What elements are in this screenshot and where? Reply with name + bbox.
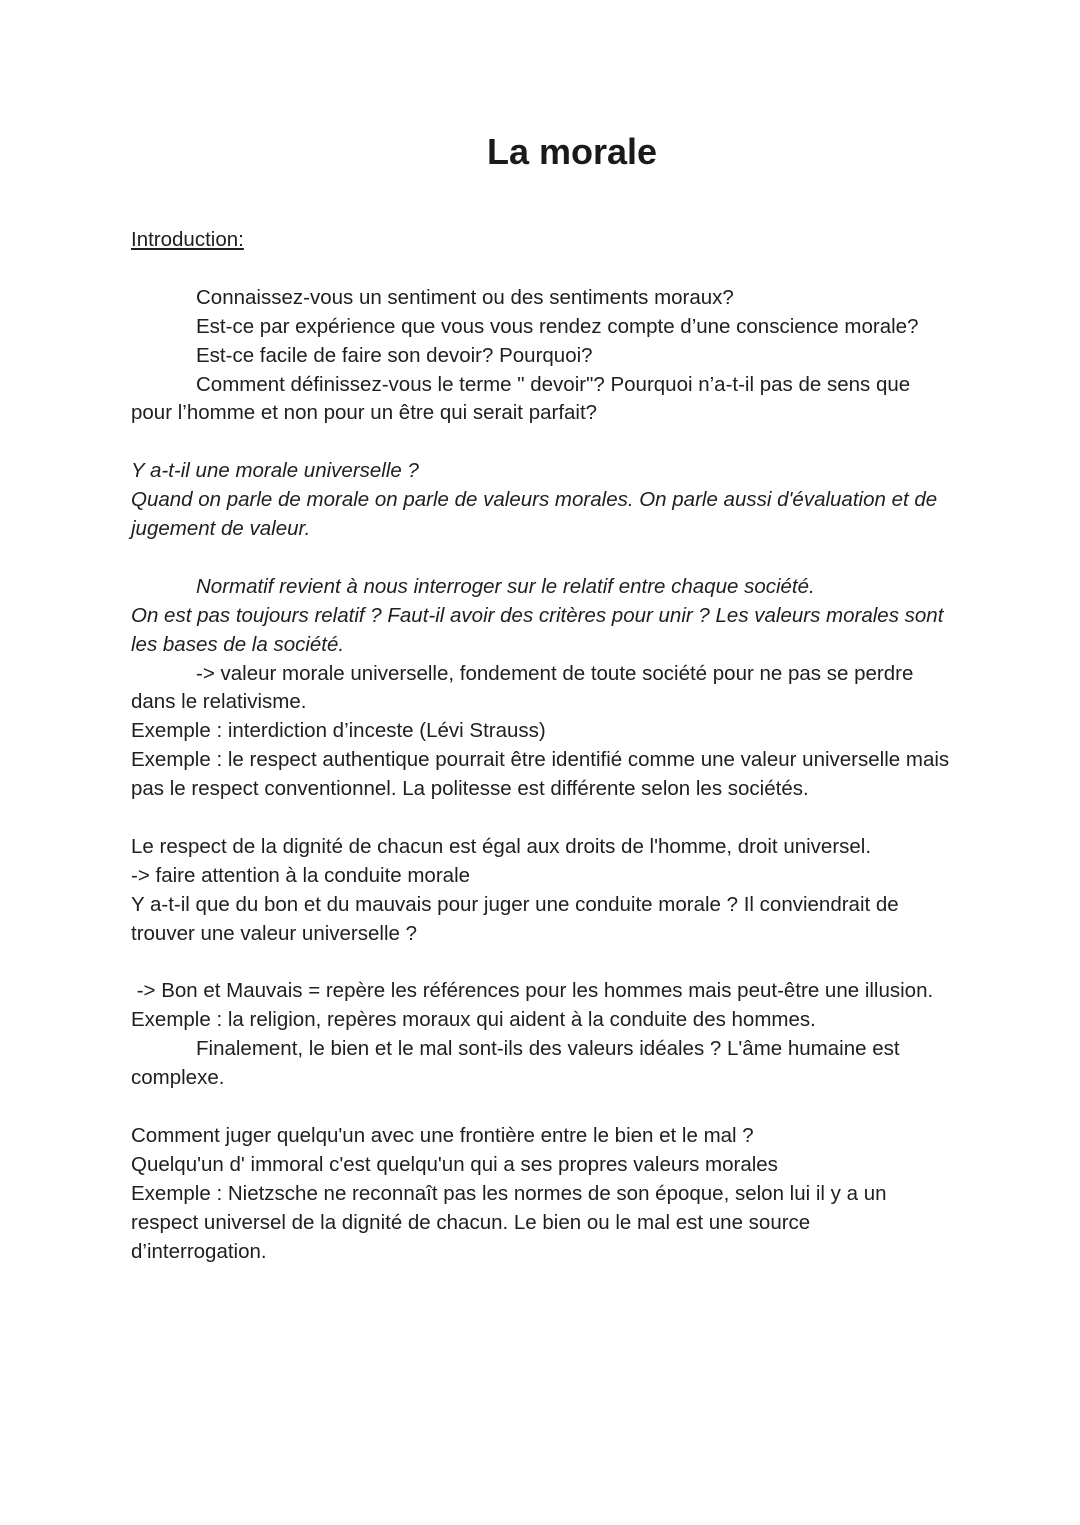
spacer — [131, 949, 951, 978]
intro-heading: Introduction: — [131, 228, 244, 251]
document-body — [131, 226, 951, 1267]
spacer — [131, 1093, 951, 1122]
paragraph: -> faire attention à la conduite morale — [131, 863, 471, 887]
paragraph: Est-ce facile de faire son devoir? Pourquoi? — [196, 343, 593, 367]
paragraph: -> valeur morale universelle, fondement de toute société pour ne pas se perdre dans le relativisme. — [131, 661, 914, 714]
document-title: La morale — [486, 131, 658, 172]
paragraph: Exemple : le respect authentique pourrait être identifié comme une valeur universelle mais pas le respect conventionnel. La politesse est différente selon les sociétés. — [131, 748, 950, 801]
paragraph: Y a-t-il que du bon et du mauvais pour juger une conduite morale ? Il conviendrait de trouver une valeur universelle ? — [131, 892, 899, 945]
paragraph: Comment définissez-vous le terme " devoir"? Pourquoi n’a-t-il pas de sens que pour l’homme et non pour un être qui serait parfait? — [131, 372, 911, 425]
paragraph: Connaissez-vous un sentiment ou des sentiments moraux? — [196, 285, 734, 309]
paragraph: Normatif revient à nous interroger sur le relatif entre chaque société. — [196, 574, 815, 598]
spacer — [131, 255, 951, 284]
spacer — [131, 804, 951, 833]
paragraph: Comment juger quelqu'un avec une frontière entre le bien et le mal ? — [131, 1124, 754, 1147]
paragraph: Quand on parle de morale on parle de valeurs morales. On parle aussi d'évaluation et de jugement de valeur. — [131, 488, 938, 541]
spacer — [131, 428, 951, 457]
paragraph: Exemple : la religion, repères moraux qui aident à la conduite des hommes. — [131, 1008, 816, 1032]
paragraph: Le respect de la dignité de chacun est égal aux droits de l'homme, droit universel. — [131, 834, 872, 858]
paragraph: Quelqu'un d' immoral c'est quelqu'un qui a ses propres valeurs morales — [131, 1152, 778, 1176]
paragraph: Y a-t-il une morale universelle ? — [131, 459, 419, 483]
paragraph: Exemple : Nietzsche ne reconnaît pas les normes de son époque, selon lui il y a un respect universel de la dignité de chacun. Le bien ou le mal est une source d’interrogation. — [131, 1181, 887, 1263]
paragraph: -> Bon et Mauvais = repère les références pour les hommes mais peut-être une illusion. — [131, 979, 934, 1003]
paragraph: Exemple : interdiction d’inceste (Lévi Strauss) — [131, 719, 546, 743]
paragraph: On est pas toujours relatif ? Faut-il avoir des critères pour unir ? Les valeurs morales sont les bases de la société. — [131, 603, 944, 656]
paragraph: Finalement, le bien et le mal sont-ils des valeurs idéales ? L'âme humaine est complexe. — [131, 1037, 900, 1090]
paragraph: Est-ce par expérience que vous vous rendez compte d’une conscience morale? — [196, 314, 919, 338]
spacer — [131, 544, 951, 573]
